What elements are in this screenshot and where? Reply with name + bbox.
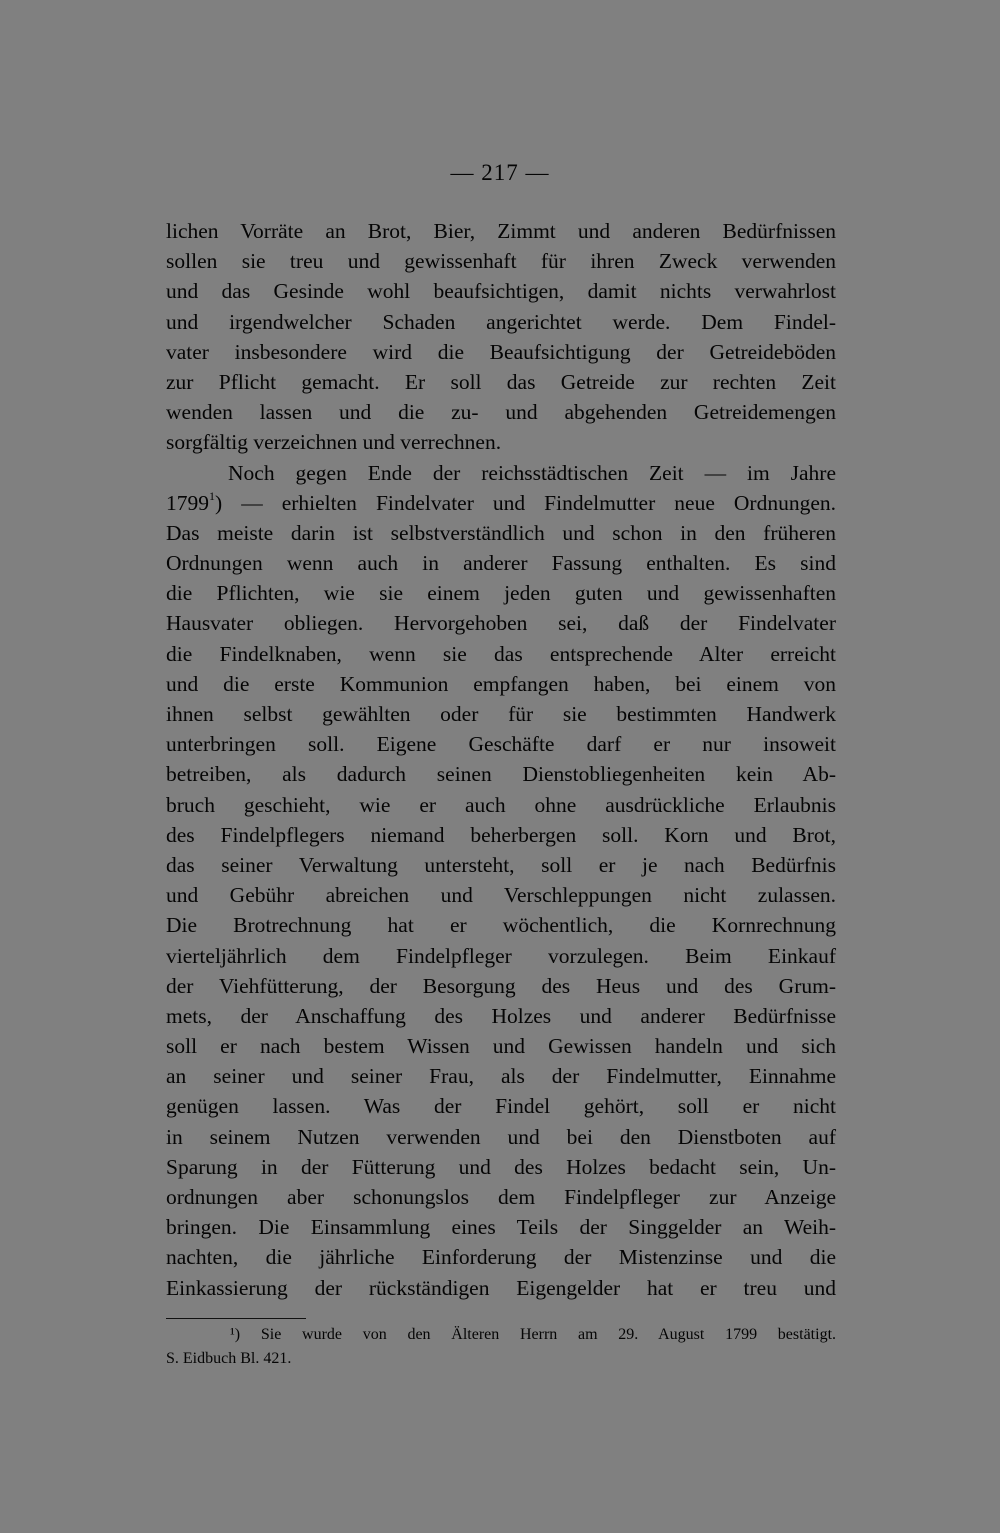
footnote-line: S. Eidbuch Bl. 421. xyxy=(166,1350,292,1367)
text-line: sorgfältig verzeichnen und verrechnen. xyxy=(166,430,502,455)
text-line: und das Gesinde wohl beaufsichtigen, damit nichts verwahrlost xyxy=(166,279,836,304)
text-line: an seiner und seiner Frau, als der Findelmutter, Einnahme xyxy=(166,1064,836,1089)
text-line: zur Pflicht gemacht. Er soll das Getreide zur rechten Zeit xyxy=(166,369,836,394)
text-line: und Gebühr abreichen und Verschleppungen nicht zulassen. xyxy=(166,883,836,908)
text-line: sollen sie treu und gewissenhaft für ihren Zweck verwenden xyxy=(166,249,836,274)
text-line: die Pflichten, wie sie einem jeden guten und gewissenhaften xyxy=(166,581,836,606)
page-number: — 217 — xyxy=(450,160,550,185)
year-text: 1799 xyxy=(166,490,209,515)
text-line: ordnungen aber schonungslos dem Findelpfleger zur Anzeige xyxy=(166,1185,836,1209)
text-line: lichen Vorräte an Brot, Bier, Zimmt und anderen Bedürfnissen xyxy=(166,219,836,243)
text-line: das seiner Verwaltung untersteht, soll er je nach Bedürfnis xyxy=(166,852,836,877)
text-line-with-note xyxy=(166,488,836,518)
text-line: und irgendwelcher Schaden angerichtet werde. Dem Findel- xyxy=(166,309,836,334)
text-line: nachten, die jährliche Einforderung der Mistenzinse und die xyxy=(166,1245,836,1270)
footnotes xyxy=(166,1323,836,1371)
footnote-reference: 1 xyxy=(209,488,215,503)
text-line: wenden lassen und die zu- und abgehenden Getreidemengen xyxy=(166,400,836,425)
text-line: betreiben, als dadurch seinen Dienstobliegenheiten kein Ab- xyxy=(166,762,836,787)
text-line: Sparung in der Fütterung und des Holzes bedacht sein, Un- xyxy=(166,1154,836,1179)
text-line: Hausvater obliegen. Hervorgehoben sei, daß der Findelvater xyxy=(166,611,836,636)
body-text xyxy=(166,216,836,1303)
text-line: und die erste Kommunion empfangen haben, bei einem von xyxy=(166,671,836,696)
text-line: ihnen selbst gewählten oder für sie bestimmten Handwerk xyxy=(166,702,836,726)
text-line: unterbringen soll. Eigene Geschäfte darf er nur insoweit xyxy=(166,732,836,757)
text-line: genügen lassen. Was der Findel gehört, soll er nicht xyxy=(166,1094,836,1119)
text-line: des Findelpflegers niemand beherbergen soll. Korn und Brot, xyxy=(166,822,836,847)
text-line: die Findelknaben, wenn sie das entsprechende Alter erreicht xyxy=(166,641,836,666)
text-line: bringen. Die Einsammlung eines Teils der Singgelder an Weih- xyxy=(166,1215,836,1240)
footnote-line xyxy=(166,1323,836,1347)
text-line: in seinem Nutzen verwenden und bei den Dienstboten auf xyxy=(166,1124,836,1149)
text-line: vierteljährlich dem Findelpfleger vorzulegen. Beim Einkauf xyxy=(166,943,836,968)
text-line: soll er nach bestem Wissen und Gewissen handeln und sich xyxy=(166,1034,836,1059)
text-line: Das meiste darin ist selbstverständlich und schon in den früheren xyxy=(166,520,836,545)
text-line: Ordnungen wenn auch in anderer Fassung enthalten. Es sind xyxy=(166,551,836,576)
footnote-marker: ¹) xyxy=(230,1326,241,1343)
text-line: der Viehfütterung, der Besorgung des Heus und des Grum- xyxy=(166,973,836,998)
text-line: bruch geschieht, wie er auch ohne ausdrückliche Erlaubnis xyxy=(166,792,836,817)
footnote-divider xyxy=(166,1318,306,1319)
text-line: Einkassierung der rückständigen Eigengelder hat er treu und xyxy=(166,1275,836,1300)
line-continuation: ) — erhielten Findelvater und Findelmutter neue Ordnungen. xyxy=(215,490,836,515)
footnote-text: Sie wurde von den Älteren Herrn am 29. August 1799 bestätigt. xyxy=(260,1326,837,1343)
text-line: vater insbesondere wird die Beaufsichtigung der Getreideböden xyxy=(166,339,836,364)
text-line: Die Brotrechnung hat er wöchentlich, die Kornrechnung xyxy=(166,913,836,938)
text-line: Noch gegen Ende der reichsstädtischen Zeit — im Jahre xyxy=(228,460,836,485)
text-line: mets, der Anschaffung des Holzes und anderer Bedürfnisse xyxy=(166,1003,836,1028)
